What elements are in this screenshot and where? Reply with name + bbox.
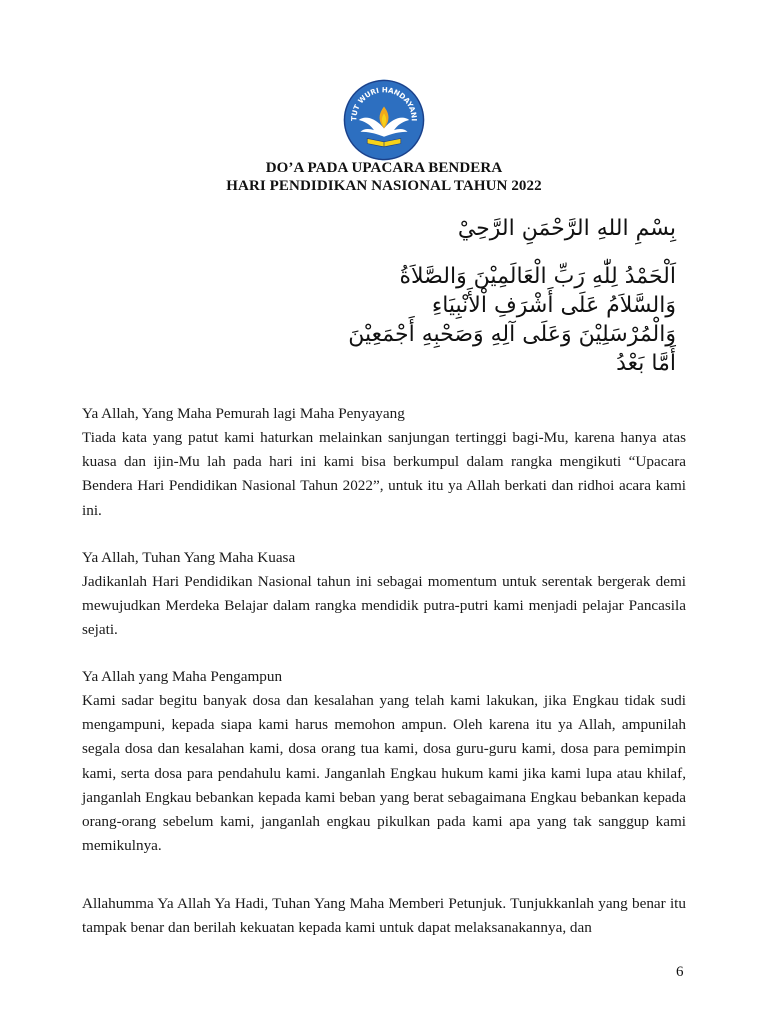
section-paragraph: Allahumma Ya Allah Ya Hadi, Tuhan Yang Maha Memberi Petunjuk. Tunjukkanlah yang benar itu tampak benar dan berilah kekuatan kepada kami untuk dapat melaksanakannya, dan xyxy=(82,895,686,937)
arabic-line: وَالْمُرْسَلِيْنَ وَعَلَى آلِهِ وَصَحْبِهِ أَجْمَعِيْنَ xyxy=(348,322,676,347)
section-heading: Ya Allah yang Maha Pengampun xyxy=(82,668,283,685)
section-paragraph: Kami sadar begitu banyak dosa dan kesalahan yang telah kami lakukan, jika Engkau tidak sudi mengampuni, kepada siapa kami harus memohon ampun. Oleh karena itu ya Allah, ampunilah segala dosa dan kesalahan kami, dosa orang tua kami, dosa guru-guru kami, dosa para pemimpin kami, serta dosa para pendahulu kami. Janganlah Engkau hukum kami jika kami lupa atau khilaf, janganlah Engkau bebankan kepada kami beban yang berat sebagaimana Engkau bebankan kepada orang-orang sebelum kami, janganlah engkau pikulkan pada kami apa yang tak sanggup kami memikulnya. xyxy=(82,692,686,855)
section-heading: Ya Allah, Tuhan Yang Maha Kuasa xyxy=(82,549,296,566)
tut-wuri-handayani-emblem-icon xyxy=(342,78,426,162)
section-paragraph: Tiada kata yang patut kami haturkan melainkan sanjungan tertinggi bagi-Mu, karena hanya atas kuasa dan ijin-Mu lah pada hari ini kami bisa berkumpul dalam rangka mengikuti “Upacara Bendera Hari Pendidikan Nasional Tahun 2022”, untuk itu ya Allah berkati dan ridhoi acara kami ini. xyxy=(82,429,686,519)
arabic-opening-block xyxy=(348,262,676,378)
arabic-line: اَلْحَمْدُ لِلّٰهِ رَبِّ الْعَالَمِيْنَ وَالصَّلاَةُ xyxy=(399,264,676,289)
arabic-line: أَمَّا بَعْدُ xyxy=(616,351,676,376)
page-number: 6 xyxy=(676,964,684,980)
document-title-line-2: HARI PENDIDIKAN NASIONAL TAHUN 2022 xyxy=(226,178,542,194)
emblem-motto: TUT WURI HANDAYANI xyxy=(349,85,419,122)
section-paragraph: Jadikanlah Hari Pendidikan Nasional tahun ini sebagai momentum untuk serentak bergerak demi mewujudkan Merdeka Belajar dalam rangka mendidik putra-putri kami menjadi pelajar Pancasila sejati. xyxy=(82,573,686,639)
arabic-line: وَالسَّلاَمُ عَلَى أَشْرَفِ اْلأَنْبِيَاءِ xyxy=(431,293,676,318)
document-title-line-1: DO’A PADA UPACARA BENDERA xyxy=(265,160,503,176)
section-heading: Ya Allah, Yang Maha Pemurah lagi Maha Penyayang xyxy=(82,405,405,422)
arabic-bismillah: بِسْمِ اللهِ الرَّحْمَنِ الرَّحِيْ xyxy=(457,216,676,241)
